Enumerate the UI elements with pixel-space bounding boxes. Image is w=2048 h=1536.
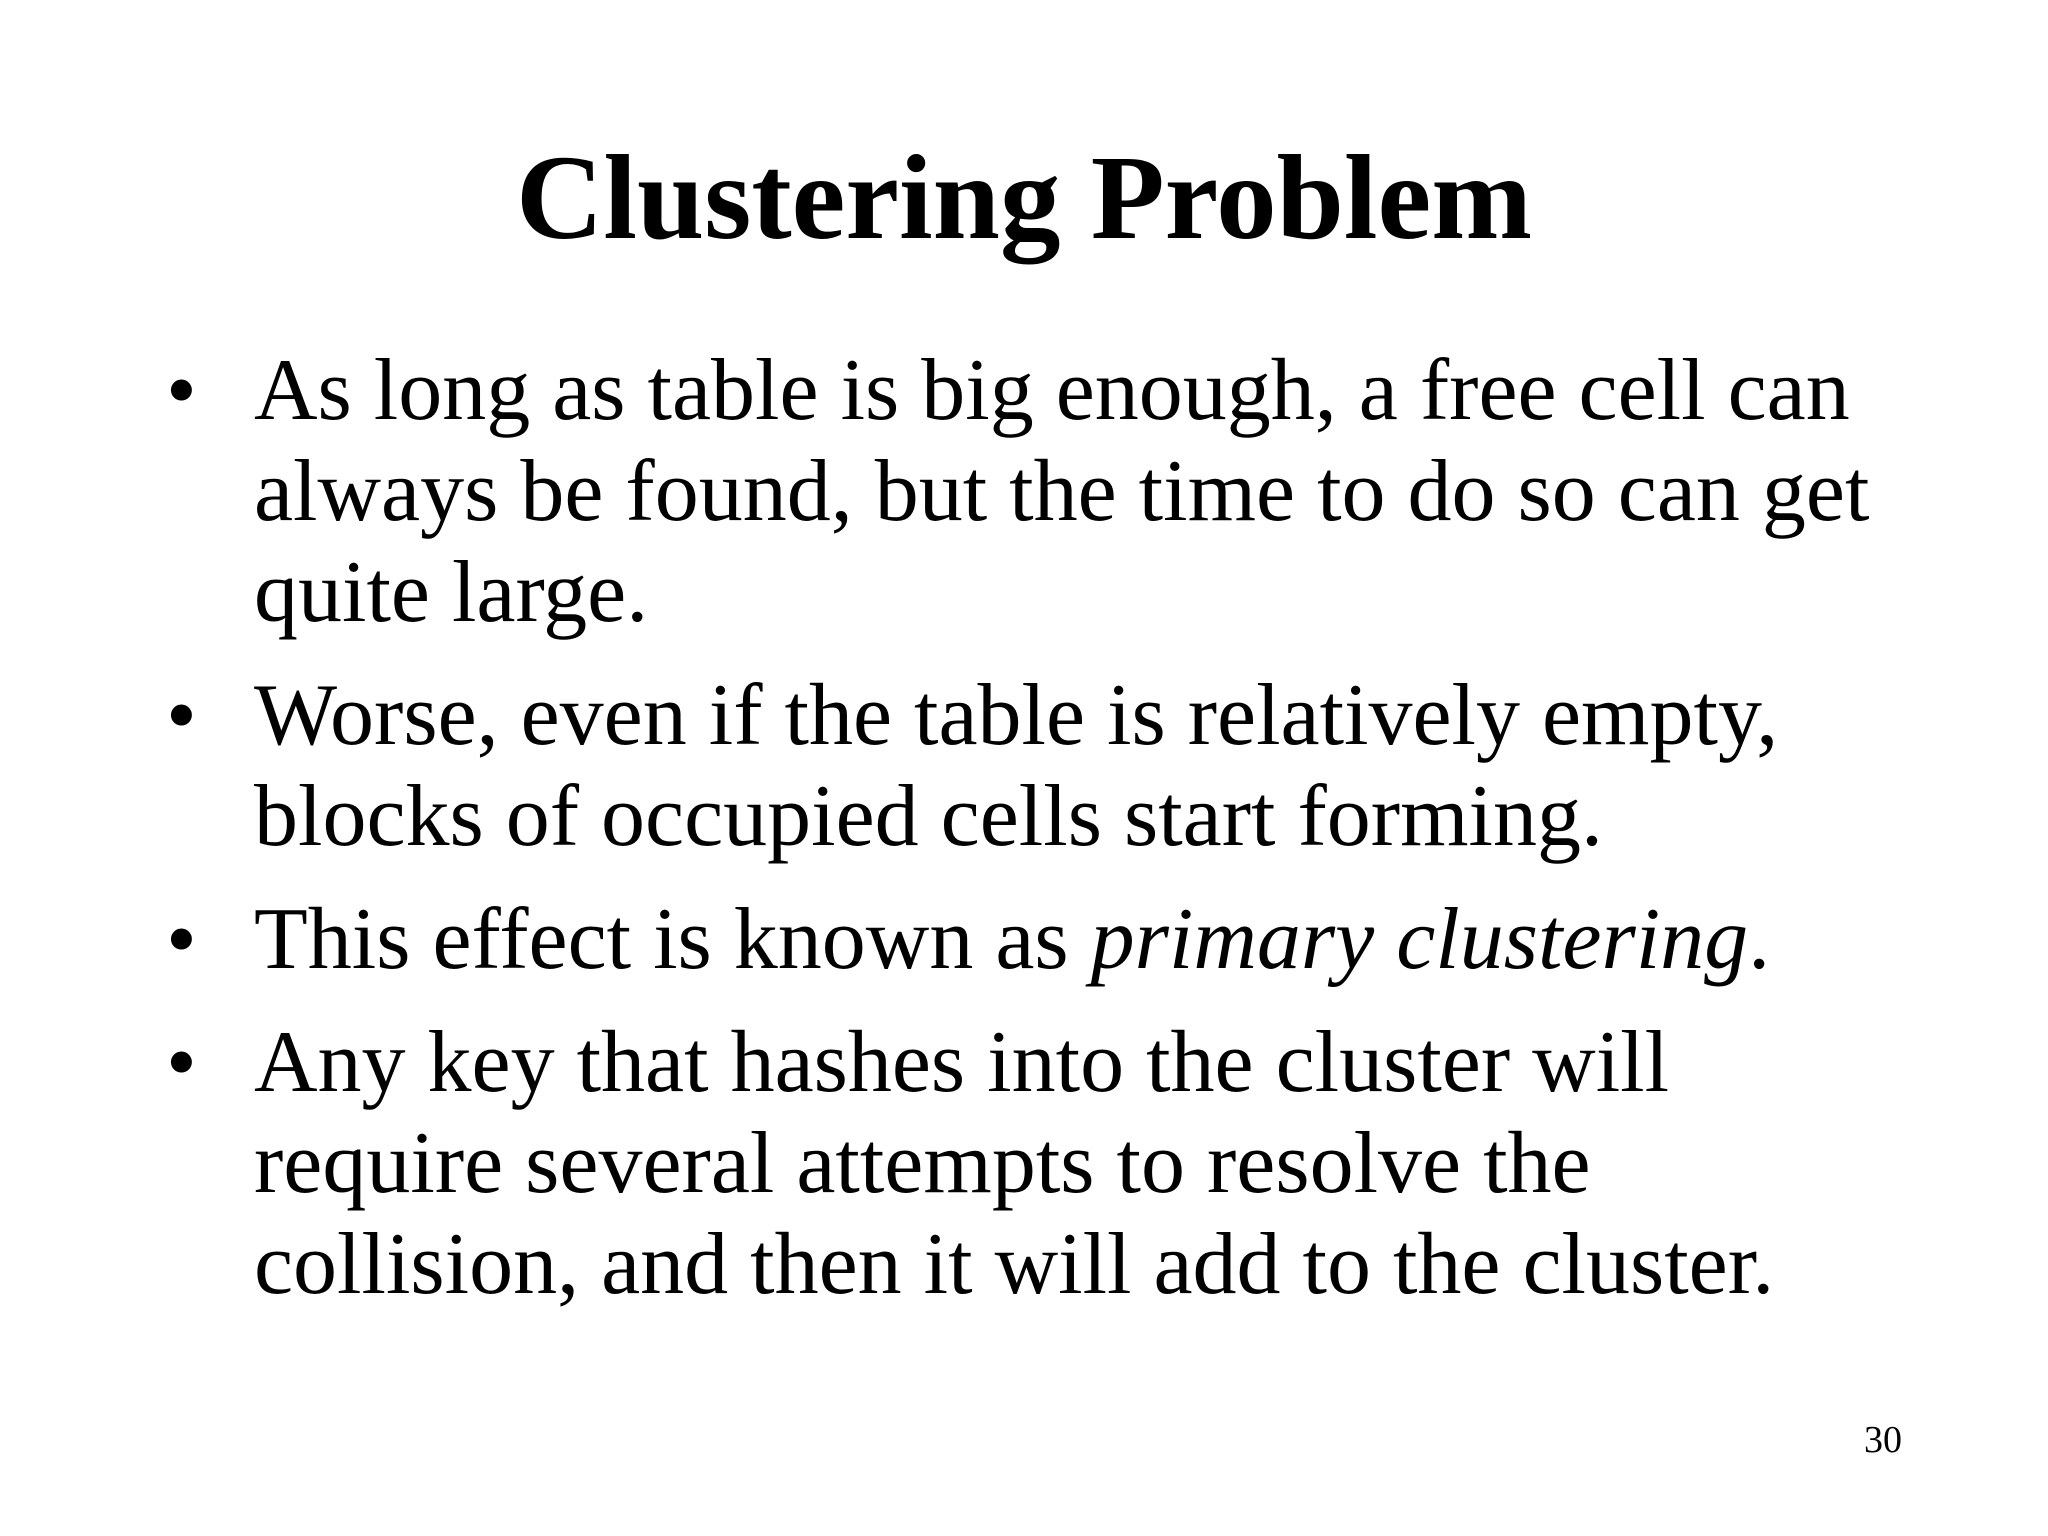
bullet-text-prefix: This effect is known as	[254, 891, 1091, 988]
bullet-item	[166, 889, 1926, 990]
bullet-marker: •	[166, 342, 197, 439]
bullet-marker: •	[166, 891, 197, 988]
bullet-item	[166, 1012, 1926, 1315]
bullet-item	[166, 665, 1926, 867]
page-number: 30	[1864, 1419, 1902, 1461]
emphasized-term: primary clustering	[1090, 891, 1749, 988]
bullet-list	[166, 340, 1926, 1337]
bullet-text: Any key that hashes into the cluster will require several attempts to resolve the collision, and then it will add to the cluster.	[254, 1014, 1775, 1313]
bullet-item	[166, 340, 1926, 643]
slide-title: Clustering Problem	[515, 131, 1533, 265]
bullet-text: Worse, even if the table is relatively empty, blocks of occupied cells start forming.	[254, 667, 1779, 865]
bullet-marker: •	[166, 1014, 197, 1111]
bullet-text: As long as table is big enough, a free cell can always be found, but the time to do so can get quite large.	[254, 342, 1870, 641]
bullet-marker: •	[166, 667, 197, 764]
bullet-text-suffix: .	[1748, 891, 1771, 988]
